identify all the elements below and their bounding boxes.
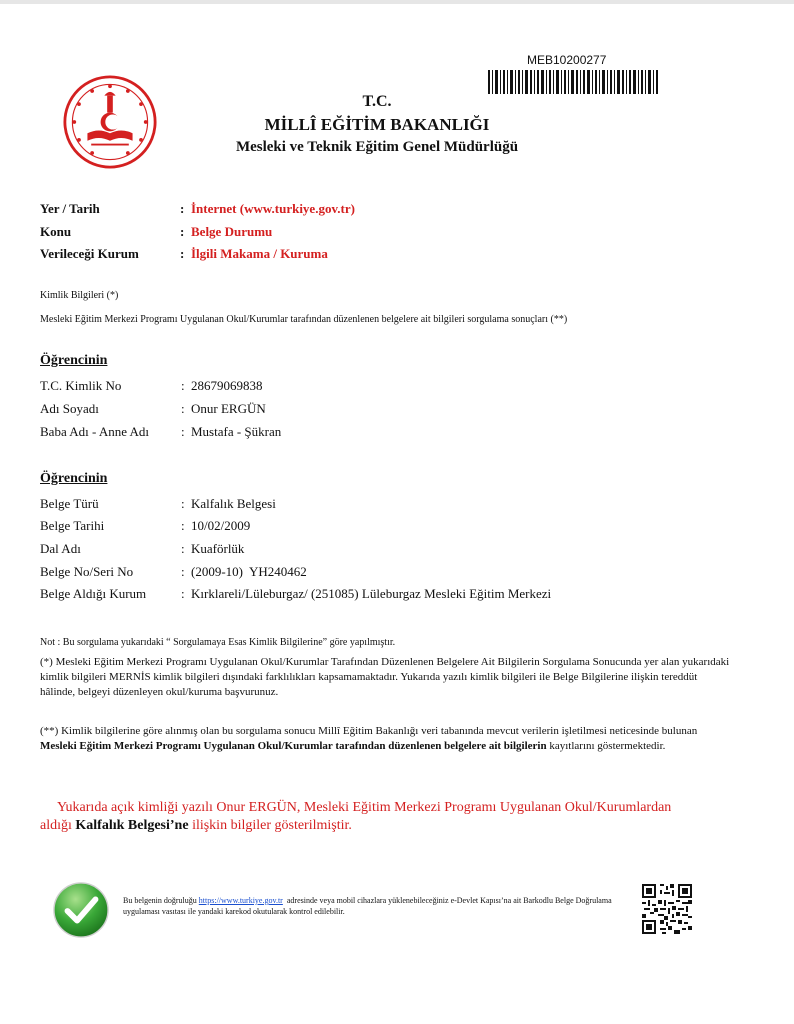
row-label: Belge Türü: [40, 496, 99, 511]
meta-label: Verileceği Kurum: [40, 246, 139, 261]
separator: :: [181, 586, 185, 601]
separator: :: [180, 246, 185, 261]
row-label: Baba Adı - Anne Adı: [40, 424, 150, 439]
star2-note: [40, 724, 730, 754]
checkmark-icon: [52, 881, 110, 939]
header-directorate: Mesleki ve Teknik Eğitim Genel Müdürlüğü: [235, 139, 519, 155]
meta-value: İnternet (www.turkiye.gov.tr): [191, 201, 355, 216]
separator: :: [181, 496, 185, 511]
meta-label: Konu: [40, 224, 72, 239]
row-value: Onur ERGÜN: [191, 401, 266, 416]
row-label: Adı Soyadı: [40, 401, 99, 416]
statement-document-type: Kalfalık Belgesi’ne: [75, 818, 189, 833]
star2-text-c: kayıtlarını göstermektedir.: [546, 740, 666, 752]
query-note: Mesleki Eğitim Merkezi Programı Uygulanan Okul/Kurumlar tarafından düzenlenen belgelere ait bilgileri sorgulama sonuçları (**): [40, 314, 568, 325]
separator: :: [181, 424, 185, 439]
meb-logo-icon: [63, 75, 157, 169]
separator: :: [181, 541, 185, 556]
meta-value: İlgili Makama / Kuruma: [191, 246, 328, 261]
verification-link[interactable]: https://www.turkiye.gov.tr: [198, 896, 283, 905]
separator: :: [180, 224, 185, 239]
separator: :: [181, 518, 185, 533]
verification-text: [123, 895, 623, 917]
barcode-icon: [488, 70, 658, 94]
qr-code-icon: [642, 884, 692, 934]
statement-text-c: ilişkin bilgiler gösterilmiştir.: [188, 818, 352, 833]
kimlik-note: Kimlik Bilgileri (*): [40, 290, 119, 301]
header-ministry: MİLLÎ EĞİTİM BAKANLIĞI: [264, 115, 490, 134]
row-value: Kuaförlük: [191, 541, 245, 556]
not-note: Not : Bu sorgulama yukarıdaki “ Sorgulamaya Esas Kimlik Bilgilerine” göre yapılmıştır.: [40, 637, 396, 648]
row-value: (2009-10) YH240462: [191, 564, 307, 579]
top-band: [0, 0, 794, 4]
meta-value: Belge Durumu: [191, 224, 273, 239]
result-statement: [40, 799, 680, 835]
verification-text-b: adresinde veya mobil cihazlara yüklenebileceğiniz e-Devlet Kapısı’na ait Barkodlu Belge Doğrulama uygulaması vasıtası ile yandaki karekod okutularak kontrol edilebilir.: [123, 896, 614, 916]
row-label: Dal Adı: [40, 541, 81, 556]
row-value: Mustafa - Şükran: [191, 424, 282, 439]
row-label: Belge Aldığı Kurum: [40, 586, 147, 601]
header-tc: T.C.: [362, 93, 392, 110]
row-value: Kalfalık Belgesi: [191, 496, 276, 511]
row-value: Kırklareli/Lüleburgaz/ (251085) Lüleburgaz Mesleki Eğitim Merkezi: [191, 586, 552, 601]
star2-text-a: (**) Kimlik bilgilerine göre alınmış olan bu sorgulama sonucu Millî Eğitim Bakanlığı veri tabanında mevcut verilerin işletilmesi neticesinde bulunan: [40, 725, 698, 737]
meta-label: Yer / Tarih: [40, 201, 100, 216]
star1-note: (*) Mesleki Eğitim Merkezi Programı Uygulanan Okul/Kurumlar Tarafından Düzenlenen Belgelere Ait Bilgilerin Sorgulama Sonucunda yer alan yukarıdaki kimlik bilgileri MERNİS kimlik bilgileri dışındaki farklılıkları kapsamamaktadır. Yukarıda yazılı kimlik bilgileri ile Belge Bilgilerine ilişkin tereddüt hâlinde, belgeyi düzenleyen okul/kuruma başvurunuz.: [40, 656, 730, 698]
separator: :: [181, 378, 185, 393]
row-value: 10/02/2009: [191, 518, 251, 533]
row-value: 28679069838: [191, 378, 263, 393]
row-label: T.C. Kimlik No: [40, 378, 122, 393]
section-title-document: Öğrencinin: [40, 471, 108, 486]
document-number: MEB10200277: [527, 53, 607, 67]
verification-text-a: Bu belgenin doğruluğu: [123, 896, 199, 905]
section-title-student: Öğrencinin: [40, 353, 108, 368]
statement-text-a: Yukarıda açık kimliği yazılı Onur ERGÜN, Mesleki Eğitim Merkezi Programı Uygulanan Okul/Kurumlardan aldığı: [40, 800, 672, 833]
separator: :: [181, 401, 185, 416]
separator: :: [180, 201, 185, 216]
row-label: Belge No/Seri No: [40, 564, 134, 579]
row-label: Belge Tarihi: [40, 518, 105, 533]
star2-text-bold: Mesleki Eğitim Merkezi Programı Uygulanan Okul/Kurumlar tarafından düzenlenen belgelere ait bilgilerin: [40, 740, 547, 752]
separator: :: [181, 564, 185, 579]
